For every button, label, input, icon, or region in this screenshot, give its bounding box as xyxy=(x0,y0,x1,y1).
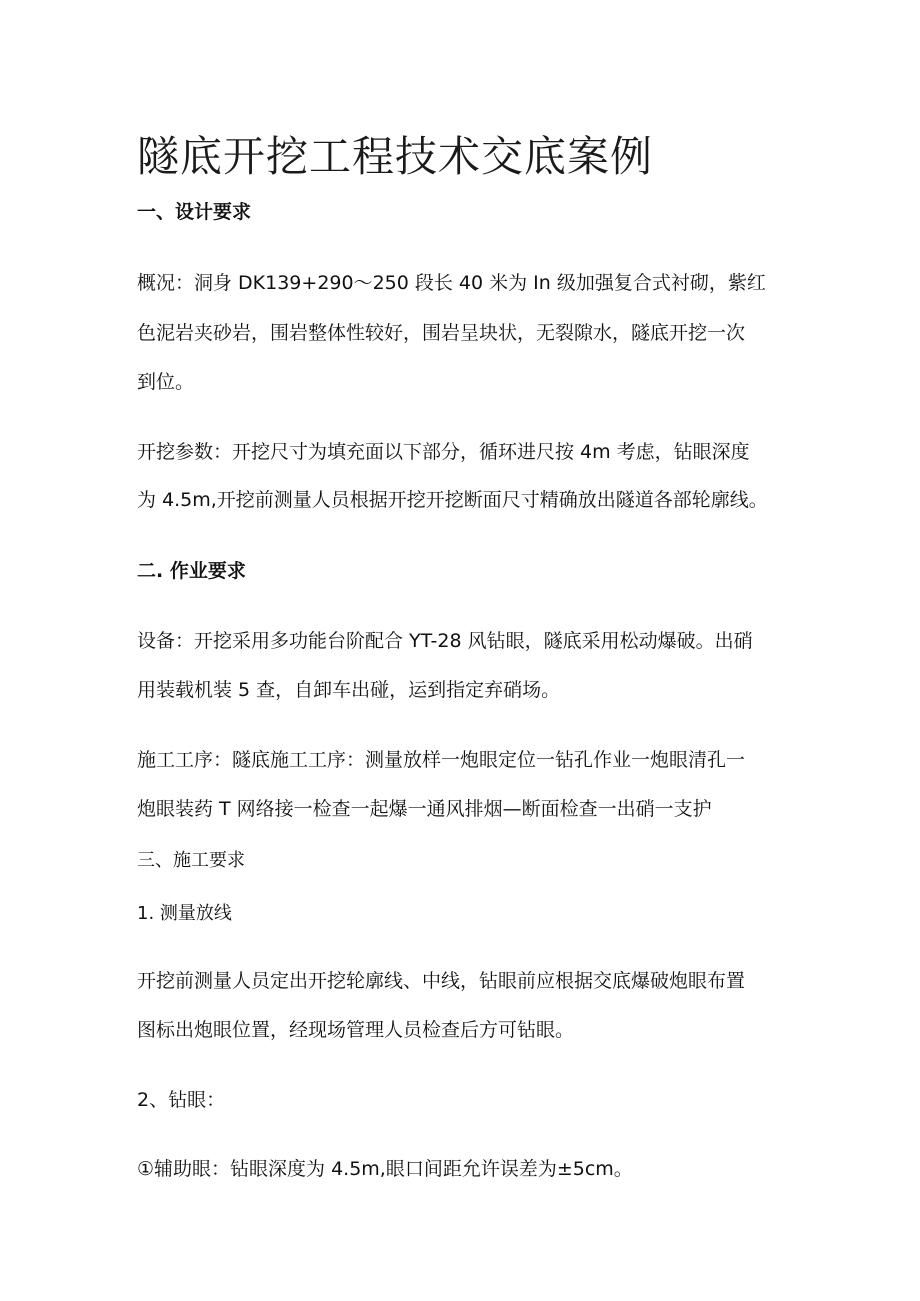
params-paragraph-line-1: 开挖参数：开挖尺寸为填充面以下部分，循环进尺按 4m 考虑，钻眼深度 xyxy=(137,441,750,463)
subsection-heading-survey: 1. 测量放线 xyxy=(137,903,232,924)
subsection-heading-drilling: 2、钻眼： xyxy=(137,1089,226,1111)
equipment-paragraph-line-2: 用装载机装 5 查，自卸车出碰，运到指定弃硝场。 xyxy=(137,679,561,701)
section-heading-design: 一、设计要求 xyxy=(137,201,252,223)
overview-paragraph-line-1: 概况：洞身 DK139+290～250 段长 40 米为 In 级加强复合式衬砌，紫红 xyxy=(137,272,766,294)
document-title: 隧底开挖工程技术交底案例 xyxy=(137,132,654,181)
overview-paragraph-line-3: 到位。 xyxy=(137,371,195,393)
section-heading-construction: 三、施工要求 xyxy=(137,850,245,871)
process-paragraph-line-1: 施工工序：隧底施工工序：测量放样一炮眼定位一钻孔作业一炮眼清孔一 xyxy=(137,749,746,771)
equipment-paragraph-line-1: 设备：开挖采用多功能台阶配合 YT-28 风钻眼，隧底采用松动爆破。出硝 xyxy=(137,630,753,652)
params-paragraph-line-2: 为 4.5m,开挖前测量人员根据开挖开挖断面尺寸精确放出隧道各部轮廓线。 xyxy=(137,489,768,511)
process-paragraph-line-2: 炮眼装药 T 网络接一检查一起爆一通风排烟—断面检查一出硝一支护 xyxy=(137,798,712,820)
survey-paragraph-line-2: 图标出炮眼位置，经现场管理人员检查后方可钻眼。 xyxy=(137,1019,575,1041)
section-heading-operation: 二. 作业要求 xyxy=(137,560,246,582)
survey-paragraph-line-1: 开挖前测量人员定出开挖轮廓线、中线，钻眼前应根据交底爆破炮眼布置 xyxy=(137,970,746,992)
drilling-item-auxiliary-hole: ①辅助眼：钻眼深度为 4.5m,眼口间距允许误差为±5cm。 xyxy=(137,1158,633,1180)
overview-paragraph-line-2: 色泥岩夹砂岩，围岩整体性较好，围岩呈块状，无裂隙水，隧底开挖一次 xyxy=(137,322,746,344)
